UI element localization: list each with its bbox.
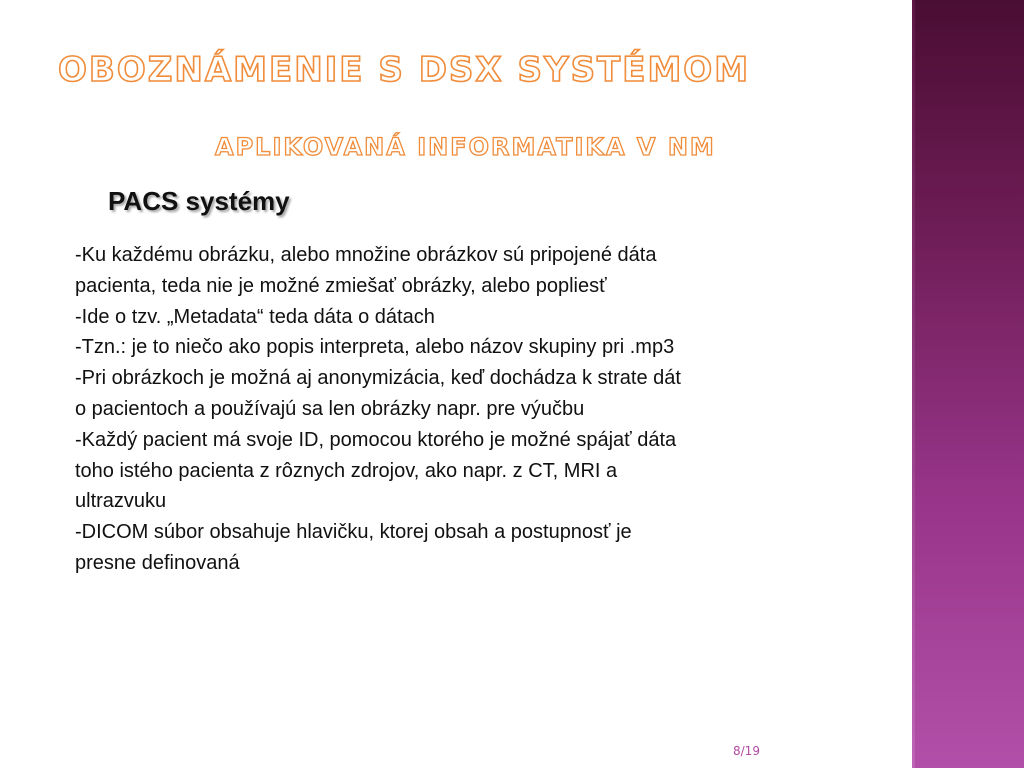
body-line: o pacientoch a používajú sa len obrázky napr. pre výučbu [75, 397, 585, 420]
body-line: -Ku každému obrázku, alebo množine obrázkov sú pripojené dáta [75, 244, 657, 266]
body-line: ultrazvuku [75, 490, 167, 513]
body-line: -DICOM súbor obsahuje hlavičku, ktorej obsah a postupnosť je [75, 521, 632, 544]
body-line: -Ide o tzv. „Metadata“ teda dáta o dátach [75, 305, 435, 328]
slide-subtitle: APLIKOVANÁ INFORMATIKA V NM [215, 133, 716, 161]
body-line: toho istého pacienta z rôznych zdrojov, ako napr. z CT, MRI a [75, 459, 618, 482]
body-line: -Tzn.: je to niečo ako popis interpreta, alebo názov skupiny pri .mp3 [75, 336, 675, 359]
body-text [75, 240, 875, 579]
body-line: -Každý pacient má svoje ID, pomocou ktorého je možné spájať dáta [75, 428, 677, 451]
decorative-side-band [912, 0, 1024, 768]
body-line: -Pri obrázkoch je možná aj anonymizácia, keď dochádza k strate dát [75, 367, 681, 390]
body-line: presne definovaná [75, 551, 240, 574]
slide-title: OBOZNÁMENIE S DSX SYSTÉMOM [58, 50, 751, 90]
page-number: 8/19 [733, 744, 760, 758]
section-heading: PACS systémy [108, 186, 290, 216]
body-line: pacienta, teda nie je možné zmiešať obrázky, alebo popliesť [75, 274, 607, 297]
